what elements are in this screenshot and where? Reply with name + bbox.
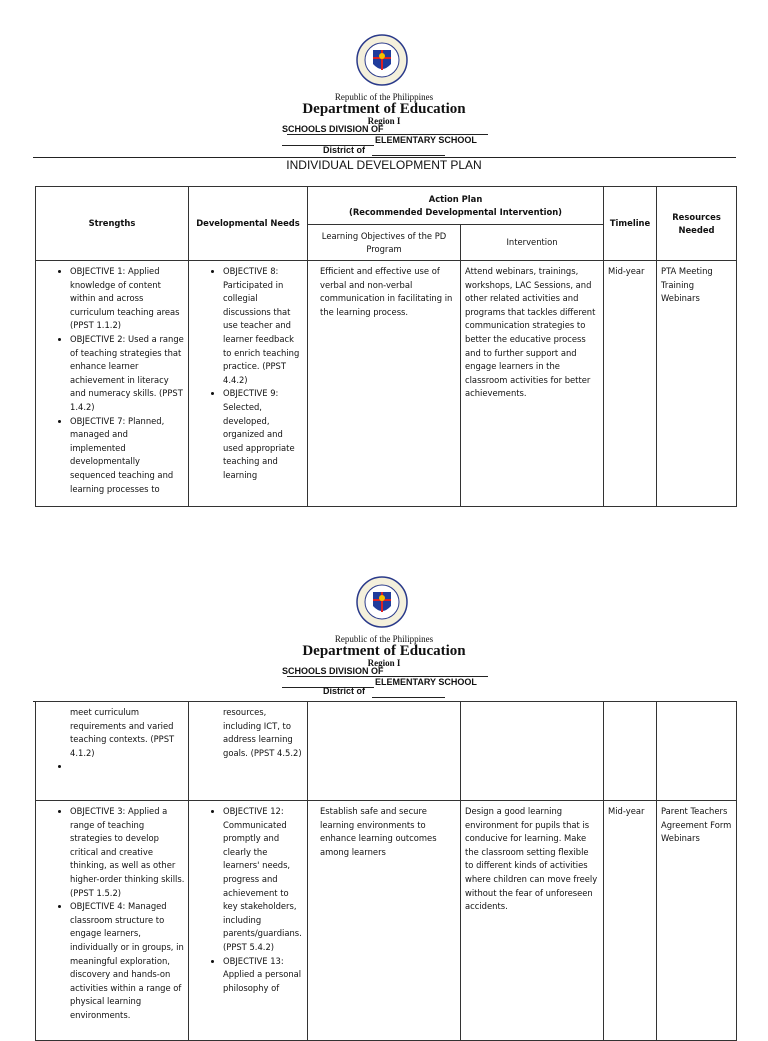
col-timeline: Timeline: [604, 187, 657, 261]
resources-cell-2: Parent Teachers Agreement Form Webinars: [657, 801, 737, 1041]
region-text: Region I: [367, 116, 401, 126]
col-action-plan: [308, 187, 604, 225]
table-row: [36, 801, 737, 1041]
col-intervention: Intervention: [461, 225, 604, 261]
empty-cell: [308, 702, 461, 801]
empty-cell: [604, 702, 657, 801]
deped-seal-icon-2: [356, 576, 408, 628]
col-strengths: Strengths: [36, 187, 189, 261]
intervention-cell-2: Design a good learning environment for pupils that is conducive for learning. Make the classroom setting flexible to different kinds of activities where children can move freely without the fear of unforeseen accidents.: [461, 801, 604, 1041]
strengths-cont-cell: [36, 702, 189, 801]
school-label: ELEMENTARY SCHOOL: [375, 135, 477, 145]
plan-title: INDIVIDUAL DEVELOPMENT PLAN: [286, 158, 482, 172]
col-needs: Developmental Needs: [189, 187, 308, 261]
deped-seal-icon: [356, 34, 408, 86]
needs-cell-2: [189, 801, 308, 1041]
region-text-2: Region I: [367, 658, 401, 668]
department-title-2: Department of Education: [302, 643, 466, 659]
table-row: [36, 261, 737, 507]
resources-cell: PTA Meeting Training Webinars: [657, 261, 737, 507]
objectives-cell-2: Establish safe and secure learning environments to enhance learning outcomes among learners: [308, 801, 461, 1041]
needs-cell: [189, 261, 308, 507]
strengths-cell: [36, 261, 189, 507]
idp-table: [35, 186, 737, 507]
action-plan-label: Action Plan: [428, 193, 483, 204]
strengths-continued: meet curriculum requirements and varied teaching contexts. (PPST 4.1.2): [70, 707, 175, 758]
list-item: • OBJECTIVE 13: Applied a personal philosophy of: [223, 955, 307, 996]
district-blank: [372, 155, 445, 156]
list-item: • OBJECTIVE 3: Applied a range of teaching strategies to develop critical and creative thinking, as well as other higher-order thinking skills. (PPST 1.5.2): [70, 805, 188, 900]
list-item: • OBJECTIVE 9: Selected, developed, organized and used appropriate teaching and learning: [223, 387, 307, 482]
list-item: • OBJECTIVE 4: Managed classroom structure to engage learners, individually or in groups, in meaningful exploration, discovery and hands-on activities within a range of physical learning environments.: [70, 900, 188, 1022]
col-learning-objectives: Learning Objectives of the PD Program: [308, 225, 461, 261]
school-label-2: ELEMENTARY SCHOOL: [375, 677, 477, 687]
list-item: • OBJECTIVE 7: Planned, managed and implemented developmentally sequenced teaching and learning processes to: [70, 415, 188, 497]
empty-bullet: [70, 760, 188, 774]
list-item: • OBJECTIVE 8: Participated in collegial discussions that use teacher and learner feedback to enrich teaching practice. (PPST 4.4.2): [223, 265, 307, 387]
republic-text: Republic of the Philippines: [334, 92, 434, 102]
division-label-2: SCHOOLS DIVISION OF: [282, 666, 384, 676]
timeline-cell-2: Mid-year: [604, 801, 657, 1041]
division-label: SCHOOLS DIVISION OF: [282, 124, 384, 134]
objectives-cell: Efficient and effective use of verbal and non-verbal communication in facilitating in the learning process.: [308, 261, 461, 507]
needs-continued: resources, including ICT, to address learning goals. (PPST 4.5.2): [223, 707, 302, 758]
empty-cell: [657, 702, 737, 801]
idp-table-2: [35, 701, 737, 1041]
needs-cont-cell: [189, 702, 308, 801]
list-item: • OBJECTIVE 1: Applied knowledge of content within and across curriculum teaching areas (PPST 1.1.2): [70, 265, 188, 333]
district-label: District of: [323, 145, 366, 155]
division-blank: [287, 134, 380, 135]
list-item: • OBJECTIVE 12: Communicated promptly and clearly the learners' needs, progress and achievement to key stakeholders, including parents/guardians. (PPST 5.4.2): [223, 805, 307, 955]
timeline-cell: Mid-year: [604, 261, 657, 507]
empty-cell: [461, 702, 604, 801]
table-row: [36, 702, 737, 801]
strengths-cell-2: [36, 801, 189, 1041]
list-item: • OBJECTIVE 2: Used a range of teaching strategies that enhance learner achievement in literacy and numeracy skills. (PPST 1.4.2): [70, 333, 188, 415]
department-title: Department of Education: [302, 101, 466, 117]
district-blank-2: [372, 697, 445, 698]
action-plan-sub: (Recommended Developmental Intervention): [349, 206, 562, 217]
col-resources: Resources Needed: [657, 187, 737, 261]
district-label-2: District of: [323, 686, 366, 696]
intervention-cell: Attend webinars, trainings, workshops, LAC Sessions, and other related activities and programs that tackles different communication strategies to better the educative process and to further support and engage learners in the classroom activities for better achievements.: [461, 261, 604, 507]
republic-text-2: Republic of the Philippines: [334, 634, 434, 644]
